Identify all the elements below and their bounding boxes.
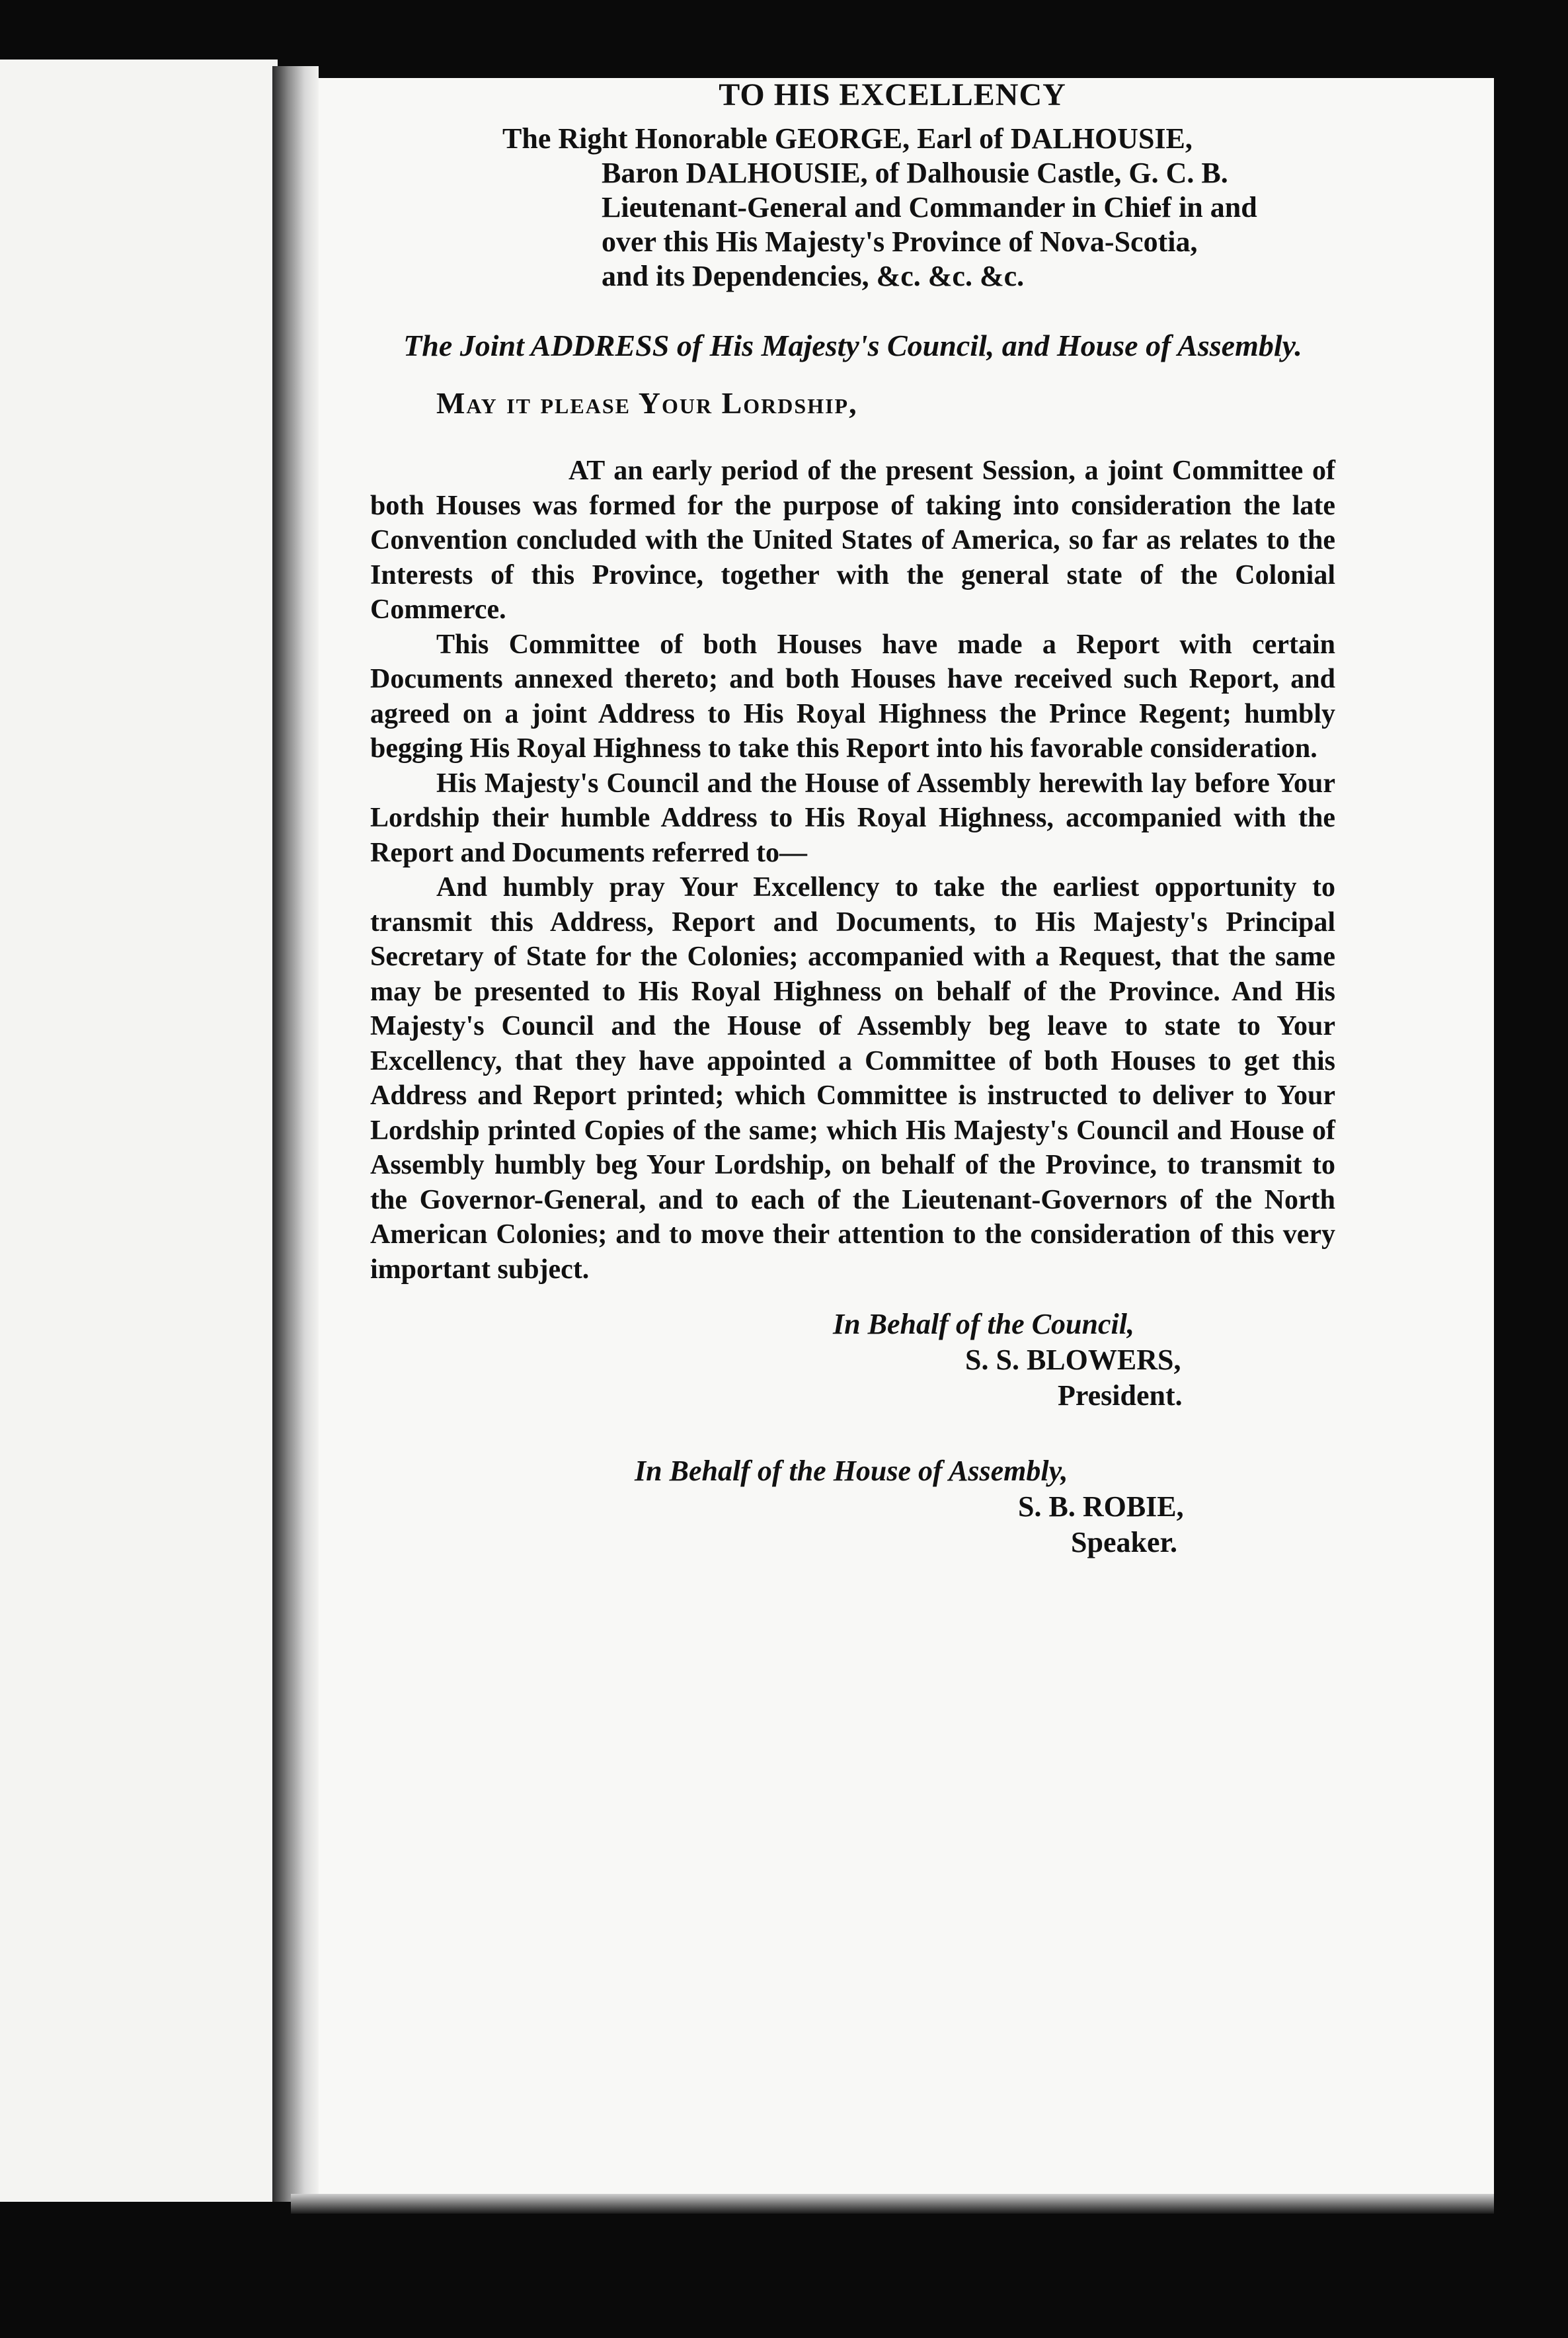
address-body [370, 454, 1335, 1287]
address-title: The Joint ADDRESS of His Majesty's Council, and House of Assembly. [403, 329, 1302, 362]
signature-name: S. B. ROBIE, [1018, 1490, 1184, 1523]
recipient-line: Lieutenant-General and Commander in Chief in and [602, 191, 1257, 223]
recipient-line: over this His Majesty's Province of Nova-Scotia, [602, 225, 1198, 258]
page-bottom-shadow [291, 2194, 1494, 2214]
recipient-block [502, 122, 1335, 294]
council-signature [370, 1307, 1335, 1414]
body-paragraph: His Majesty's Council and the House of Assembly herewith lay before Your Lordship their humble Address to His Royal Highness, accompanied with the Report and Documents referred to— [370, 768, 1335, 868]
recipient-line: and its Dependencies, &c. &c. &c. [602, 260, 1025, 292]
left-page [0, 60, 278, 2202]
body-paragraph: AT an early period of the present Session, a joint Committee of both Houses was formed for the purpose of taking into consideration the late Convention concluded with the United States of America, so far as relates to the Interests of this Province, together with the general state of the Colonial Commerce. [370, 456, 1335, 625]
signature-name: S. S. BLOWERS, [965, 1344, 1181, 1376]
body-paragraph: And humbly pray Your Excellency to take the earliest opportunity to transmit this Address, Report and Documents, to His Majesty's Principal Secretary of State for the Colonies; accompanied with a Request, that the same may be presented to His Royal Highness on behalf of the Province. And His Majesty's Council and the House of Assembly beg leave to state to Your Excellency, that they have appointed a Committee of both Houses to get this Address and Report printed; which Committee is instructed to deliver to Your Lordship printed Copies of the same; which His Majesty's Council and House of Assembly humbly beg Your Lordship, on behalf of the Province, to transmit to the Governor-General, and to each of the Lieutenant-Governors of the North American Colonies; and to move their attention to the consideration of this very important subject. [370, 872, 1335, 1285]
signature-role: President. [1058, 1379, 1183, 1412]
assembly-signature [370, 1453, 1335, 1560]
recipient-line: The Right Honorable GEORGE, Earl of DALHOUSIE, [502, 122, 1193, 155]
signature-behalf: In Behalf of the House of Assembly, [635, 1455, 1068, 1487]
book-spine [272, 66, 319, 2202]
document-content [370, 78, 1335, 1560]
body-paragraph: This Committee of both Houses have made a Report with certain Documents annexed thereto; and both Houses have received such Report, and agreed on a joint Address to His Royal Highness the Prince Regent; humbly begging His Royal Highness to take this Report into his favorable consideration. [370, 629, 1335, 764]
document-heading: TO HIS EXCELLENCY [719, 77, 1066, 112]
salutation: May it please Your Lordship, [436, 386, 858, 420]
signature-role: Speaker. [1071, 1526, 1177, 1558]
recipient-line: Baron DALHOUSIE, of Dalhousie Castle, G. C. B. [602, 157, 1228, 189]
signature-behalf: In Behalf of the Council, [833, 1308, 1134, 1340]
